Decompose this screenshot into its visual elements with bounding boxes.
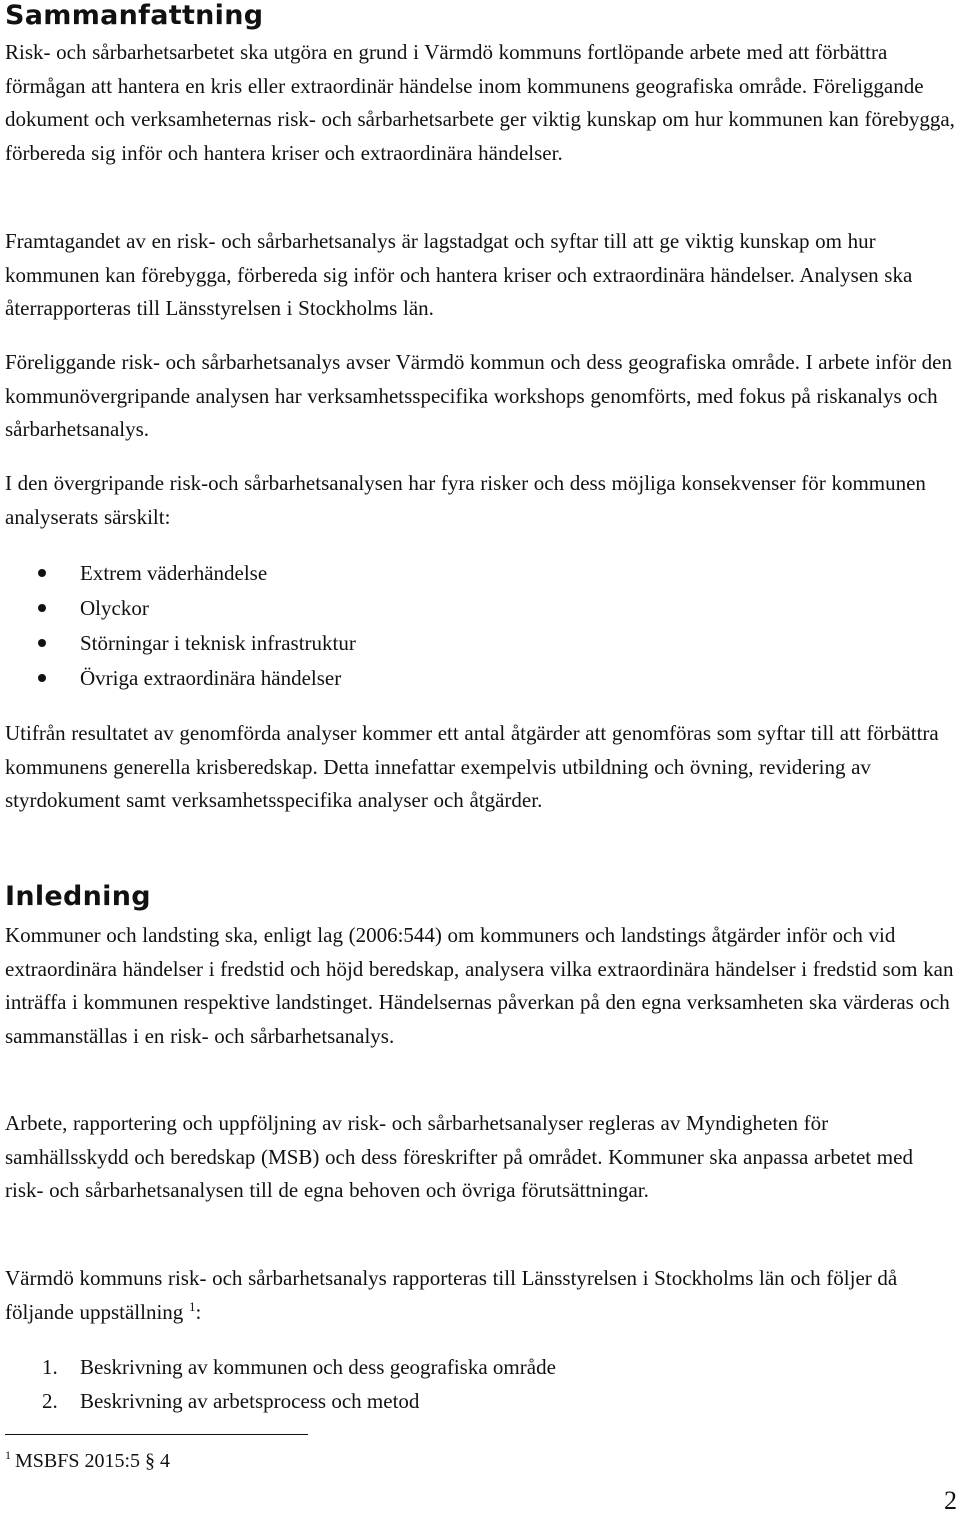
footnote-divider: [5, 1434, 308, 1435]
page-number: 2: [944, 1486, 957, 1515]
list-item: [5, 1351, 955, 1385]
list-item: [5, 626, 955, 661]
summary-paragraph-4: I den övergripande risk-och sårbarhetsanalysen har fyra risker och dess möjliga konsekvenser för kommunen analyserats särskilt:: [5, 471, 926, 529]
list-item-text: Olyckor: [80, 596, 149, 620]
bullet-icon: [38, 569, 46, 577]
bullet-icon: [38, 604, 46, 612]
list-number: 1.: [42, 1355, 58, 1379]
list-item: [5, 556, 955, 591]
summary-closing-paragraph: Utifrån resultatet av genomförda analyser kommer ett antal åtgärder att genomföras som syftar till att förbättra kommunens generella krisberedskap. Detta innefattar exempelvis utbildning och övning, revidering av styrdokument samt verksamhetsspecifika analyser och åtgärder.: [5, 721, 939, 813]
intro-paragraph-3-text: Värmdö kommuns risk- och sårbarhetsanalys rapporteras till Länsstyrelsen i Stockholms län och följer då följande uppställning: [5, 1266, 898, 1324]
list-item-text: Beskrivning av kommunen och dess geografiska område: [80, 1355, 556, 1379]
list-item-text: Extrem väderhändelse: [80, 561, 268, 585]
intro-paragraph-3-end: :: [195, 1299, 202, 1324]
list-item-text: Störningar i teknisk infrastruktur: [80, 631, 356, 655]
summary-paragraph-1: Risk- och sårbarhetsarbetet ska utgöra en grund i Värmdö kommuns fortlöpande arbete med att förbättra förmågan att hantera en kris eller extraordinär händelse inom kommunens geografiska område. Föreliggande dokument och verksamheternas risk- och sårbarhetsarbete ger viktig kunskap om hur kommunen kan förebygga, förbereda sig inför och hantera kriser och extraordinära händelser.: [5, 40, 955, 165]
intro-paragraph-2: Arbete, rapportering och uppföljning av risk- och sårbarhetsanalyser regleras av Myndigheten för samhällsskydd och beredskap (MSB) och dess föreskrifter på området. Kommuner ska anpassa arbetet med risk- och sårbarhetsanalysen till de egna behoven och övriga förutsättningar.: [5, 1111, 913, 1203]
footnote-mark: 1: [5, 1448, 11, 1462]
summary-paragraph-2: Framtagandet av en risk- och sårbarhetsanalys är lagstadgat och syftar till att ge viktig kunskap om hur kommunen kan förebygga, förbereda sig inför och hantera kriser och extraordinära händelser. Analysen ska återrapporteras till Länsstyrelsen i Stockholms län.: [5, 229, 913, 321]
numbered-list: [5, 1351, 955, 1418]
risk-bullet-list: [5, 556, 955, 696]
list-item: [5, 1385, 955, 1419]
summary-heading: Sammanfattning: [5, 0, 264, 31]
list-number: 2.: [42, 1388, 58, 1413]
bullet-icon: [38, 674, 46, 682]
intro-paragraph-3: [5, 1262, 955, 1329]
intro-heading: Inledning: [5, 881, 151, 912]
footnote: [5, 1449, 170, 1473]
list-item-text: Beskrivning av arbetsprocess och metod: [80, 1388, 420, 1413]
intro-paragraph-1: Kommuner och landsting ska, enligt lag (2006:544) om kommuners och landstings åtgärder inför och vid extraordinära händelser i fredstid och höjd beredskap, analysera vilka extraordinära händelser i fredstid som kan inträffa i kommunen respektive landstinget. Händelsernas påverkan på den egna verksamheten ska värderas och sammanställas i en risk- och sårbarhetsanalys.: [5, 923, 954, 1048]
summary-paragraph-3: Föreliggande risk- och sårbarhetsanalys avser Värmdö kommun och dess geografiska område. I arbete inför den kommunövergripande analysen har verksamhetsspecifika workshops genomförts, med fokus på riskanalys och sårbarhetsanalys.: [5, 350, 952, 442]
list-item: [5, 591, 955, 626]
footnote-text: MSBFS 2015:5 § 4: [15, 1450, 171, 1472]
footnote-reference[interactable]: 1: [188, 1298, 196, 1314]
list-item-text: Övriga extraordinära händelser: [80, 666, 342, 690]
bullet-icon: [38, 639, 46, 647]
list-item: [5, 661, 955, 696]
